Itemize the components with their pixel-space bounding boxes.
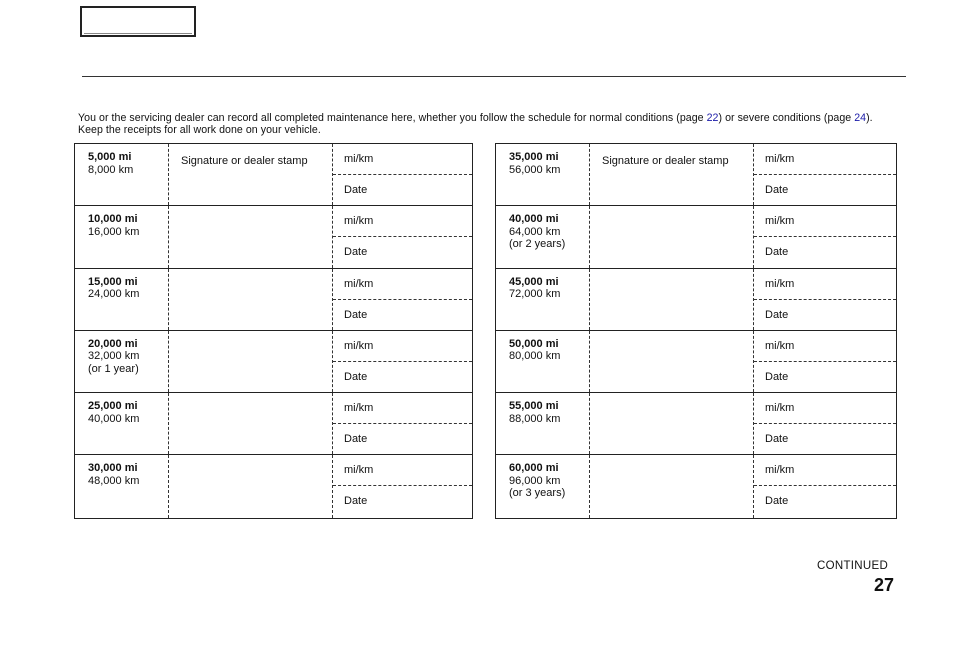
record-row bbox=[496, 269, 896, 331]
interval-cell bbox=[75, 393, 169, 454]
signature-cell[interactable] bbox=[169, 455, 333, 517]
signature-cell[interactable] bbox=[590, 144, 754, 205]
interval-time: (or 1 year) bbox=[88, 362, 139, 375]
mileage-field[interactable]: mi/km bbox=[333, 393, 472, 424]
interval-miles: 45,000 mi bbox=[509, 275, 559, 288]
interval-cell bbox=[496, 331, 590, 392]
record-entry-cell bbox=[754, 206, 896, 267]
interval-miles: 50,000 mi bbox=[509, 337, 559, 350]
record-entry-cell bbox=[754, 455, 896, 517]
mileage-field[interactable]: mi/km bbox=[754, 455, 896, 486]
interval-km: 56,000 km bbox=[509, 163, 561, 176]
signature-cell[interactable] bbox=[590, 331, 754, 392]
interval-km: 32,000 km bbox=[88, 350, 140, 363]
signature-cell[interactable] bbox=[169, 144, 333, 205]
interval-miles: 60,000 mi bbox=[509, 462, 559, 475]
mileage-field[interactable]: mi/km bbox=[333, 144, 472, 175]
interval-km: 80,000 km bbox=[509, 350, 561, 363]
mileage-field[interactable]: mi/km bbox=[754, 269, 896, 300]
record-entry-cell bbox=[333, 455, 472, 517]
mileage-field[interactable]: mi/km bbox=[754, 393, 896, 424]
date-field[interactable]: Date bbox=[344, 184, 368, 196]
record-entry-cell bbox=[333, 206, 472, 267]
interval-cell bbox=[496, 455, 590, 517]
record-entry-cell bbox=[333, 269, 472, 330]
mileage-field[interactable]: mi/km bbox=[333, 269, 472, 300]
interval-miles: 15,000 mi bbox=[88, 275, 138, 288]
interval-time: (or 3 years) bbox=[509, 487, 566, 500]
intro-text-3: ). Keep the receipts for all work done on your vehicle. bbox=[78, 112, 873, 136]
date-field[interactable]: Date bbox=[765, 308, 789, 321]
record-entry-cell bbox=[754, 393, 896, 454]
interval-miles: 30,000 mi bbox=[88, 462, 138, 475]
date-field[interactable]: Date bbox=[344, 246, 368, 259]
interval-cell bbox=[496, 206, 590, 267]
date-field[interactable]: Date bbox=[765, 433, 789, 446]
record-row bbox=[496, 206, 896, 268]
signature-cell[interactable] bbox=[169, 206, 333, 267]
intro-text-2: ) or severe conditions (page bbox=[718, 112, 855, 124]
record-entry-cell bbox=[754, 331, 896, 392]
interval-miles: 5,000 mi bbox=[88, 151, 132, 163]
section-tab-box bbox=[80, 6, 196, 37]
interval-km: 64,000 km bbox=[509, 225, 561, 238]
record-row bbox=[496, 331, 896, 393]
interval-km: 48,000 km bbox=[88, 474, 140, 487]
interval-miles: 55,000 mi bbox=[509, 400, 559, 413]
page-link-22[interactable]: 22 bbox=[706, 112, 719, 124]
signature-cell[interactable] bbox=[169, 393, 333, 454]
interval-km: 96,000 km bbox=[509, 474, 561, 487]
interval-time: (or 2 years) bbox=[509, 238, 566, 251]
date-field[interactable]: Date bbox=[344, 495, 368, 508]
record-entry-cell bbox=[754, 144, 896, 205]
signature-cell[interactable] bbox=[590, 269, 754, 330]
interval-cell bbox=[75, 331, 169, 392]
mileage-field[interactable]: mi/km bbox=[333, 206, 472, 237]
record-row bbox=[496, 393, 896, 455]
record-entry-cell bbox=[333, 144, 472, 205]
record-row bbox=[496, 144, 896, 206]
interval-km: 8,000 km bbox=[88, 163, 134, 176]
signature-cell[interactable] bbox=[169, 331, 333, 392]
interval-km: 16,000 km bbox=[88, 225, 140, 238]
record-entry-cell bbox=[333, 393, 472, 454]
mileage-field[interactable]: mi/km bbox=[333, 455, 472, 486]
interval-miles: 20,000 mi bbox=[88, 337, 138, 350]
record-row bbox=[75, 455, 472, 517]
page-number: 27 bbox=[874, 575, 895, 595]
interval-km: 72,000 km bbox=[509, 288, 561, 301]
interval-cell bbox=[496, 144, 590, 205]
maintenance-record-right bbox=[495, 143, 897, 519]
interval-miles: 40,000 mi bbox=[509, 213, 559, 226]
date-field[interactable]: Date bbox=[344, 370, 368, 383]
record-row bbox=[496, 455, 896, 517]
mileage-field[interactable]: mi/km bbox=[754, 331, 896, 362]
interval-cell bbox=[496, 269, 590, 330]
date-field[interactable]: Date bbox=[765, 246, 789, 259]
intro-paragraph bbox=[78, 112, 878, 136]
interval-cell bbox=[75, 206, 169, 267]
mileage-field[interactable]: mi/km bbox=[754, 144, 896, 175]
signature-cell[interactable] bbox=[590, 455, 754, 517]
record-entry-cell bbox=[333, 331, 472, 392]
signature-cell[interactable] bbox=[169, 269, 333, 330]
mileage-field[interactable]: mi/km bbox=[754, 206, 896, 237]
record-row bbox=[75, 206, 472, 268]
interval-cell bbox=[75, 455, 169, 517]
signature-cell[interactable] bbox=[590, 393, 754, 454]
signature-cell[interactable] bbox=[590, 206, 754, 267]
page-link-24[interactable]: 24 bbox=[854, 112, 867, 124]
date-field[interactable]: Date bbox=[765, 495, 789, 508]
date-field[interactable]: Date bbox=[765, 184, 789, 196]
date-field[interactable]: Date bbox=[765, 370, 789, 383]
date-field[interactable]: Date bbox=[344, 433, 368, 446]
mileage-field[interactable]: mi/km bbox=[333, 331, 472, 362]
record-row bbox=[75, 331, 472, 393]
interval-cell bbox=[496, 393, 590, 454]
signature-label: Signature or dealer stamp bbox=[602, 155, 729, 167]
maintenance-record-left bbox=[74, 143, 473, 519]
interval-km: 40,000 km bbox=[88, 412, 140, 425]
interval-miles: 10,000 mi bbox=[88, 213, 138, 226]
continued-label: CONTINUED bbox=[817, 560, 889, 572]
header-rule bbox=[82, 76, 906, 77]
interval-miles: 25,000 mi bbox=[88, 400, 138, 413]
date-field[interactable]: Date bbox=[344, 308, 368, 321]
interval-cell bbox=[75, 269, 169, 330]
record-entry-cell bbox=[754, 269, 896, 330]
interval-miles: 35,000 mi bbox=[509, 151, 559, 163]
interval-km: 24,000 km bbox=[88, 288, 140, 301]
record-row bbox=[75, 269, 472, 331]
interval-cell bbox=[75, 144, 169, 205]
intro-text-1: You or the servicing dealer can record all completed maintenance here, whether you follow the schedule for normal conditions (page bbox=[78, 112, 707, 124]
record-row bbox=[75, 393, 472, 455]
signature-label: Signature or dealer stamp bbox=[181, 155, 308, 167]
record-row bbox=[75, 144, 472, 206]
interval-km: 88,000 km bbox=[509, 412, 561, 425]
